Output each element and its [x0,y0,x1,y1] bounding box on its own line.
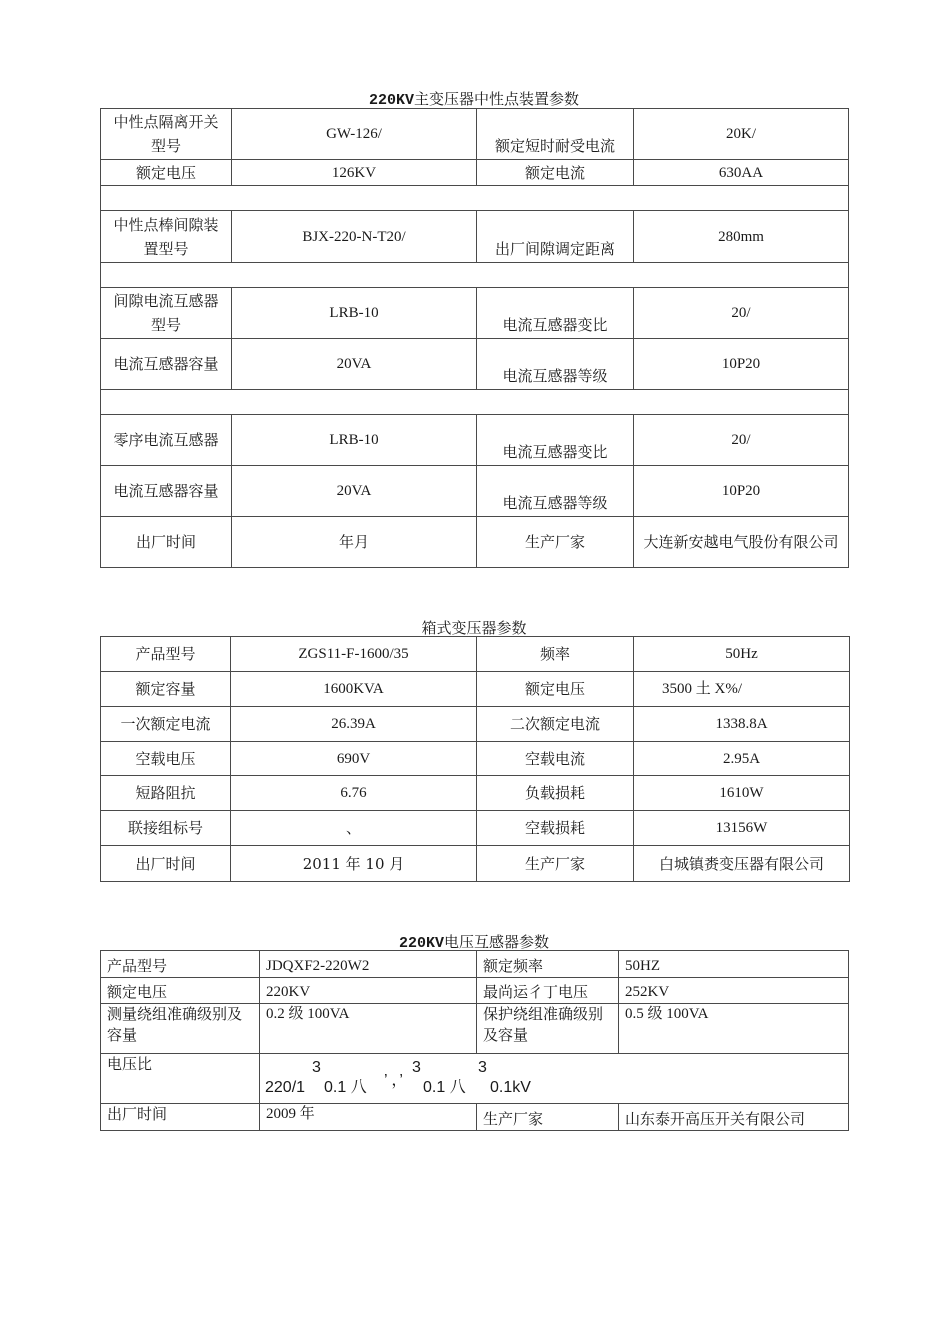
cell-label: 电流互感器变比 [477,415,634,466]
cell-label: 额定短时耐受电流 [477,109,634,160]
cell-label: 电流互感器容量 [101,339,232,390]
table-row [101,776,850,811]
cell-value: 126KV [232,160,477,186]
cell-label: 中性点棒间隙装置型号 [101,211,232,263]
cell-value: 26.39A [231,707,477,742]
empty-cell [101,263,849,288]
cell-value: 50Hz [634,637,850,672]
ratio-superscript: 3 [312,1059,321,1076]
cell-label: 频率 [477,637,634,672]
cell-label: 出厂时间 [101,1104,260,1131]
ratio-mark: ’ ，’ [384,1072,403,1089]
table-row [101,637,850,672]
cell-label: 零序电流互感器 [101,415,232,466]
cell-label: 产品型号 [101,637,231,672]
cell-label: 生产厂家 [477,517,634,568]
cell-label: 额定电压 [477,672,634,707]
table-row-empty [101,186,849,211]
cell-label: 产品型号 [101,951,260,978]
ratio-term: 0.1 八 [324,1079,367,1096]
table-row [101,742,850,776]
cell-label: 联接组标号 [101,811,231,846]
table-row [101,415,849,466]
cell-label: 负载损耗 [477,776,634,811]
table-row [101,846,850,882]
cell-label: 额定频率 [477,951,619,978]
cell-label: 出厂时间 [101,846,231,882]
cell-value: 280mm [634,211,849,263]
empty-cell [101,390,849,415]
cell-label: 空载损耗 [477,811,634,846]
cell-value: ZGS11-F-1600/35 [231,637,477,672]
cell-value: 大连新安越电气股份有限公司 [634,517,849,568]
ratio-superscript: 3 [412,1059,421,1076]
cell-value: 13156W [634,811,850,846]
table-row [101,160,849,186]
cell-value: BJX-220-N-T20/ [232,211,477,263]
cell-value: 10P20 [634,339,849,390]
cell-label: 生产厂家 [477,846,634,882]
cell-label: 测量绕组准确级别及容量 [101,1004,260,1054]
cell-label: 额定电流 [477,160,634,186]
voltage-ratio-formula [260,1054,848,1098]
cell-label: 短路阻抗 [101,776,231,811]
cell-label: 额定容量 [101,672,231,707]
cell-value: 10P20 [634,466,849,517]
table2-title: 箱式变压器参数 [421,619,527,637]
table-row-empty [101,390,849,415]
table-row-empty [101,263,849,288]
cell-value: 1338.8A [634,707,850,742]
cell-value: 2009 年 [260,1104,477,1131]
table-row [101,1004,849,1054]
table-row [101,951,849,978]
table-row [101,288,849,339]
cell-value: 1600KVA [231,672,477,707]
cell-value: GW-126/ [232,109,477,160]
cell-label: 电流互感器等级 [477,339,634,390]
cell-label: 一次额定电流 [101,707,231,742]
cell-value: LRB-10 [232,288,477,339]
table-row [101,517,849,568]
cell-value: 252KV [619,978,849,1004]
table-row [101,339,849,390]
voltage-transformer-table [100,950,849,1131]
ratio-term: 0.1 八 [423,1079,466,1096]
cell-label: 间隙电流互感器型号 [101,288,232,339]
cell-value: 年月 [232,517,477,568]
cell-label: 最尚运彳丁电压 [477,978,619,1004]
table-row [101,1054,849,1104]
cell-value: 6.76 [231,776,477,811]
cell-value: 20VA [232,466,477,517]
cell-value: 0.5 级 100VA [619,1004,849,1054]
cell-label: 中性点隔离开关型号 [101,109,232,160]
table1-title: 220KV主变压器中性点装置参数 [368,90,580,109]
cell-label: 电流互感器等级 [477,466,634,517]
cell-label: 电压比 [101,1054,260,1104]
cell-value: 20K/ [634,109,849,160]
ratio-superscript: 3 [478,1059,487,1076]
cell-value: LRB-10 [232,415,477,466]
cell-value: 白城镇赉变压器有限公司 [634,846,850,882]
ratio-term: 220/1 [265,1079,306,1096]
box-transformer-table [100,636,850,882]
cell-label: 电流互感器容量 [101,466,232,517]
table-row [101,811,850,846]
cell-value: 50HZ [619,951,849,978]
table-row [101,1104,849,1131]
cell-value: 、 [231,811,477,846]
cell-value: 20/ [634,415,849,466]
cell-value: 2011 年 10 月 [231,846,477,882]
cell-value: 0.2 级 100VA [260,1004,477,1054]
cell-label: 电流互感器变比 [477,288,634,339]
table3-title: 220KV电压互感器参数 [398,933,550,952]
cell-value: 3500 土 X%/ [634,672,850,707]
cell-value: JDQXF2-220W2 [260,951,477,978]
cell-value: 1610W [634,776,850,811]
table-row [101,466,849,517]
table-row [101,109,849,160]
cell-label: 出厂间隙调定距离 [477,211,634,263]
cell-value: 220KV [260,978,477,1004]
cell-value: 20/ [634,288,849,339]
table-row [101,211,849,263]
empty-cell [101,186,849,211]
table-row [101,707,850,742]
cell-value: 20VA [232,339,477,390]
table-row [101,978,849,1004]
cell-value: 2.95A [634,742,850,776]
cell-label: 出厂时间 [101,517,232,568]
cell-label: 额定电压 [101,160,232,186]
cell-label: 生产厂家 [477,1104,619,1131]
cell-label: 额定电压 [101,978,260,1004]
cell-label: 空载电压 [101,742,231,776]
cell-value: 630AA [634,160,849,186]
cell-value: 690V [231,742,477,776]
neutral-point-device-table [100,108,849,568]
cell-label: 空载电流 [477,742,634,776]
cell-label: 二次额定电流 [477,707,634,742]
cell-label: 保护绕组准确级别及容量 [477,1004,619,1054]
table-row [101,672,850,707]
voltage-ratio-cell [260,1054,849,1104]
cell-value: 山东泰开高压开关有限公司 [619,1104,849,1131]
ratio-term: 0.1kV [490,1079,531,1096]
